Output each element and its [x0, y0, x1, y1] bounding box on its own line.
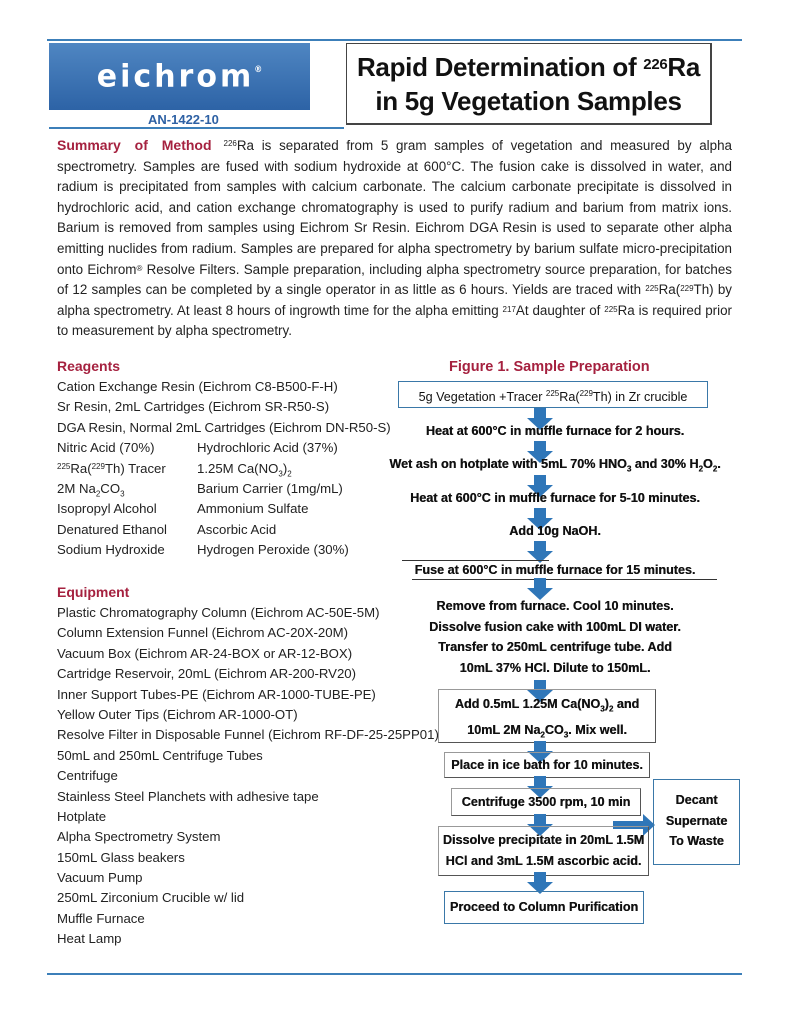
bottom-rule [47, 973, 742, 975]
figure-title: Figure 1. Sample Preparation [449, 359, 650, 375]
equipment-item: Alpha Spectrometry System [57, 829, 221, 845]
equipment-item: 250mL Zirconium Crucible w/ lid [57, 890, 245, 906]
equipment-item: Stainless Steel Planchets with adhesive tape [57, 788, 319, 804]
equipment-item: Vacuum Pump [57, 870, 143, 886]
reagent-row: Isopropyl Alcohol Ammonium Sulfate [57, 501, 309, 517]
app-note-number: AN-1422-10 [148, 112, 219, 127]
reagents-heading: Reagents [57, 358, 121, 374]
logo-wordmark: eichrom [96, 58, 255, 95]
reagent-row: $^{225}$Ra($^{229}$Th) Tracer 1.25M $Ca(NO_3)_2$ [57, 460, 292, 479]
summary-of-method: Summary of Method $^{226}$Ra is separated from 5 gram samples of vegetation and measured by alpha spectrometry. Samples are fused with sodium hydroxide at 600°C. The fusion cake is dissolved in water, and radium is precipitated from samples with calcium carbonate. The calcium carbonate precipitate is dissolved in hydrochloric acid, and cation exchange chromatography is used to purify radium and barium from matrix ions. Barium is removed from samples using Eichrom Sr Resin. Eichrom DGA Resin is used to separate other alpha emitting nuclides from radium. Samples are prepared for alpha spectrometry by barium sulfate micro-precipitation onto Eichrom® Resolve Filters. Sample preparation, including alpha spectrometry source preparation, for batches of 12 samples can be completed by a single operator in as little as 6 hours. Yields are traced with $^{225}$Ra($^{229}$Th) by alpha spectrometry. At least 8 hours of ingrowth time for the alpha emitting $^{217}$At daughter of $^{225}$Ra is required prior to measurement by alpha spectrometry. [57, 137, 732, 339]
equipment-item: Centrifuge [57, 768, 118, 784]
reagent-row: Cation Exchange Resin (Eichrom C8-B500-F-H) [57, 379, 338, 394]
equipment-item: Inner Support Tubes-PE (Eichrom AR-1000-TUBE-PE) [57, 686, 376, 702]
flow-divider [412, 579, 717, 580]
equipment-item: Cartridge Reservoir, 20mL (Eichrom AR-200-RV20) [57, 666, 357, 682]
flow-step-10: Dissolve precipitate in 20mL 1.5M HCl and 3mL 1.5M ascorbic acid. [438, 826, 649, 876]
reagent-row: DGA Resin, Normal 2mL Cartridges (Eichrom DN-R50-S) [57, 419, 391, 435]
title-box [346, 43, 712, 125]
equipment-item: Vacuum Box (Eichrom AR-24-BOX or AR-12-BOX) [57, 645, 353, 661]
title-line-2: in 5g Vegetation Samples [375, 86, 682, 116]
flow-start-box: 5g Vegetation +Tracer $^{225}$Ra($^{229}$Th) in Zr crucible [398, 381, 708, 408]
flow-step-5: Fuse at 600°C in muffle furnace for 15 minutes. [414, 563, 696, 577]
equipment-item: Yellow Outer Tips (Eichrom AR-1000-OT) [57, 706, 298, 722]
title-line-1: Rapid Determination of $^{226}$Ra [356, 52, 701, 82]
reagent-row: Denatured Ethanol Ascorbic Acid [57, 521, 277, 537]
flow-step-2: Wet ash on hotplate with 5mL 70% $HNO_3$ and 30% $H_2O_2$. [389, 457, 721, 474]
equipment-list [57, 603, 439, 950]
equipment-heading: Equipment [57, 584, 130, 600]
flow-step-8: Place in ice bath for 10 minutes. [444, 752, 650, 778]
decant-box: Decant Supernate To Waste [653, 779, 740, 865]
reagent-row: 2M $Na_2CO_3$ Barium Carrier (1mg/mL) [57, 480, 343, 499]
equipment-item: 150mL Glass beakers [57, 849, 185, 865]
equipment-item: Muffle Furnace [57, 910, 145, 926]
app-note-underline [49, 127, 344, 129]
equipment-item: Hotplate [57, 808, 107, 824]
equipment-item: Plastic Chromatography Column (Eichrom AC-50E-5M) [57, 605, 380, 620]
flow-step-1: Heat at 600°C in muffle furnace for 2 hours. [425, 424, 685, 438]
equipment-item: Column Extension Funnel (Eichrom AC-20X-20M) [57, 625, 348, 641]
flow-end-box: Proceed to Column Purification [444, 891, 644, 924]
flow-step-4: Add 10g NaOH. [509, 524, 601, 538]
logo-registered-mark: ® [254, 64, 263, 74]
reagent-row: Nitric Acid (70%) Hydrochloric Acid (37%) [57, 440, 338, 456]
summary-heading: Summary of Method [57, 137, 212, 153]
reagent-row: Sr Resin, 2mL Cartridges (Eichrom SR-R50-S) [57, 399, 330, 415]
flow-divider [402, 560, 549, 561]
equipment-item: Resolve Filter in Disposable Funnel (Eichrom RF-DF-25-25PP01) [57, 727, 439, 743]
flow-step-3: Heat at 600°C in muffle furnace for 5-10 minutes. [410, 491, 700, 505]
flow-step-6: Remove from furnace. Cool 10 minutes. Dissolve fusion cake with 100mL DI water. Transfer to 250mL centrifuge tube. Add 10mL 37% HCl. Dilute to 150mL. [429, 599, 681, 675]
reagent-row: Sodium Hydroxide Hydrogen Peroxide (30%) [57, 542, 349, 558]
flow-step-9: Centrifuge 3500 rpm, 10 min [451, 788, 641, 816]
eichrom-logo [49, 43, 310, 110]
top-rule [47, 39, 742, 41]
equipment-item: 50mL and 250mL Centrifuge Tubes [57, 747, 263, 763]
equipment-item: Heat Lamp [57, 931, 122, 947]
reagents-list [57, 377, 391, 561]
flow-step-7: Add 0.5mL 1.25M $Ca(NO_3)_2$ and 10mL 2M $Na_2CO_3$. Mix well. [438, 689, 656, 743]
